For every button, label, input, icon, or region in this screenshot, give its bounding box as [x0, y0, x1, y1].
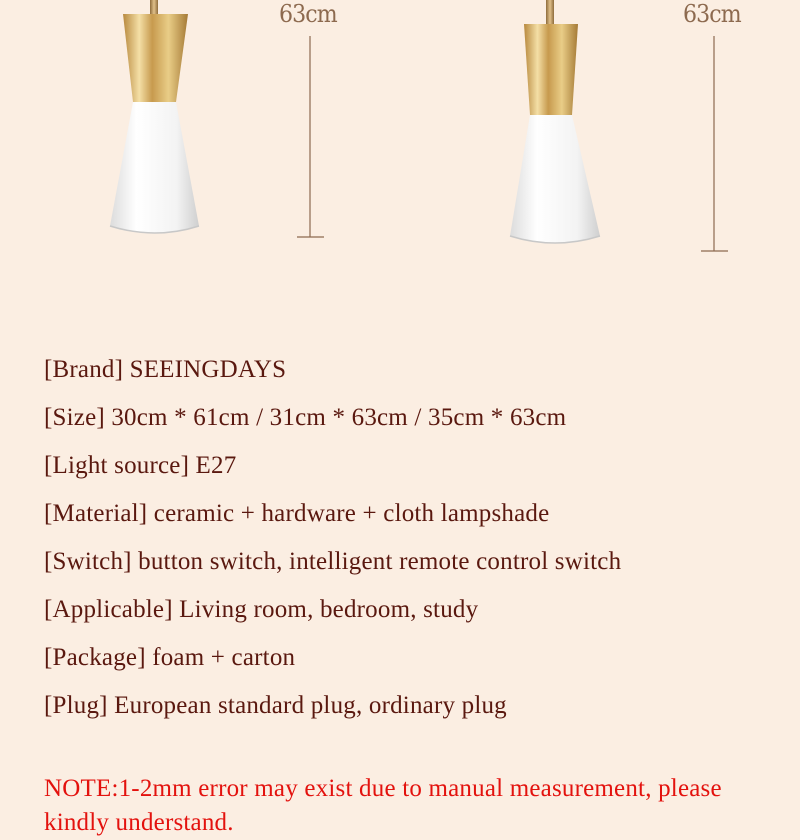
right-measure-line — [701, 36, 728, 251]
spec-light-source: [Light source] E27 — [44, 452, 237, 479]
product-figure — [0, 0, 800, 300]
spec-brand: [Brand] SEEINGDAYS — [44, 356, 287, 383]
spec-switch: [Switch] button switch, intelligent remote control switch — [44, 548, 622, 575]
spec-size: [Size] 30cm * 61cm / 31cm * 63cm / 35cm * 63cm — [44, 404, 567, 431]
measurement-note: NOTE:1-2mm error may exist due to manual measurement, please kindly understand. — [44, 775, 722, 836]
spec-material: [Material] ceramic + hardware + cloth lampshade — [44, 500, 550, 527]
spec-plug: [Plug] European standard plug, ordinary plug — [44, 692, 507, 719]
spec-list — [44, 346, 621, 730]
left-dimension-label: 63cm — [279, 0, 337, 28]
right-lamp — [510, 0, 600, 243]
left-measure-line — [297, 36, 324, 237]
spec-applicable: [Applicable] Living room, bedroom, study — [44, 596, 479, 623]
spec-package: [Package] foam + carton — [44, 644, 296, 671]
left-lamp — [110, 0, 199, 233]
lamp-illustration — [0, 0, 800, 300]
right-dimension-label: 63cm — [683, 0, 741, 28]
